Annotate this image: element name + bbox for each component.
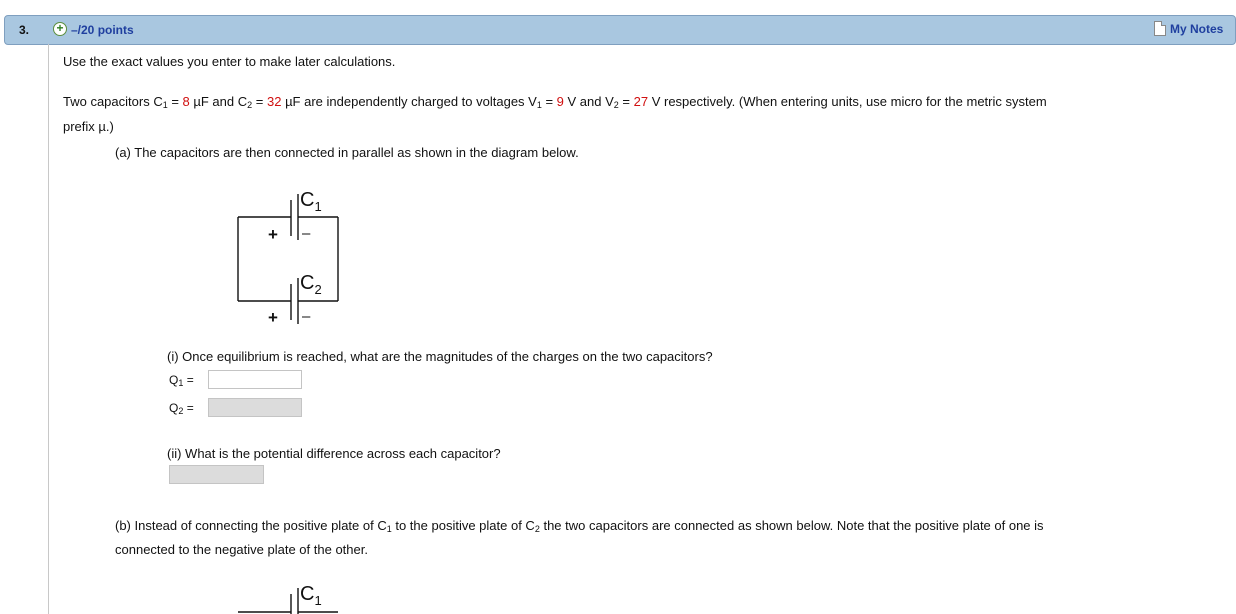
expand-plus-icon[interactable]: +: [53, 22, 67, 36]
potential-difference-input[interactable]: [169, 465, 264, 484]
problem-statement-line1: Two capacitors $C_1 = 8$ µF and $C_2 = 32$ µF are independently charged to voltages $V_1 = 9$ V and $V_2 = 27$ V respectively. (When entering units, use micro for the metric system: [63, 94, 1047, 110]
c1-plus-sign: +: [268, 225, 278, 244]
my-notes-label: My Notes: [1170, 21, 1224, 36]
v2-value: 27: [633, 94, 649, 109]
c1-diagram-label: $C_1$: [300, 189, 322, 214]
question-number: 3.: [19, 23, 30, 37]
part-b-text-line2: connected to the negative plate of the other.: [115, 542, 368, 557]
part-a-ii-question: (ii) What is the potential difference across each capacitor?: [167, 446, 501, 461]
part-b-text-line1: (b) Instead of connecting the positive plate of $C_1$ to the positive plate of $C_2$ the two capacitors are connected as shown below. Note that the positive plate of one is: [115, 518, 1044, 534]
series-c1-label: $C_1$: [300, 583, 322, 608]
parallel-circuit-diagram: [228, 178, 368, 328]
series-circuit-diagram: [228, 574, 368, 614]
q1-label: $Q_1$ =: [169, 373, 194, 388]
q1-input[interactable]: [208, 370, 302, 389]
c1-minus-sign: –: [302, 225, 311, 242]
v1-value: 9: [556, 94, 564, 109]
c2-diagram-label: $C_2$: [300, 272, 322, 297]
points-link[interactable]: –/20 points: [71, 23, 134, 37]
q2-label: $Q_2$ =: [169, 401, 194, 416]
my-notes-button[interactable]: [1154, 21, 1223, 36]
c2-plus-sign: +: [268, 308, 278, 327]
c1-value: 8: [182, 94, 190, 109]
problem-statement-line2: prefix µ.): [63, 119, 114, 134]
instructions-text: Use the exact values you enter to make later calculations.: [63, 54, 396, 69]
part-a-text: (a) The capacitors are then connected in parallel as shown in the diagram below.: [115, 145, 579, 160]
note-icon: [1154, 21, 1166, 36]
q2-input[interactable]: [208, 398, 302, 417]
left-divider: [48, 44, 49, 614]
part-a-i-question: (i) Once equilibrium is reached, what are the magnitudes of the charges on the two capacitors?: [167, 349, 713, 364]
c2-value: 32: [266, 94, 282, 109]
question-header: [4, 15, 1236, 45]
c2-minus-sign: –: [302, 308, 311, 325]
